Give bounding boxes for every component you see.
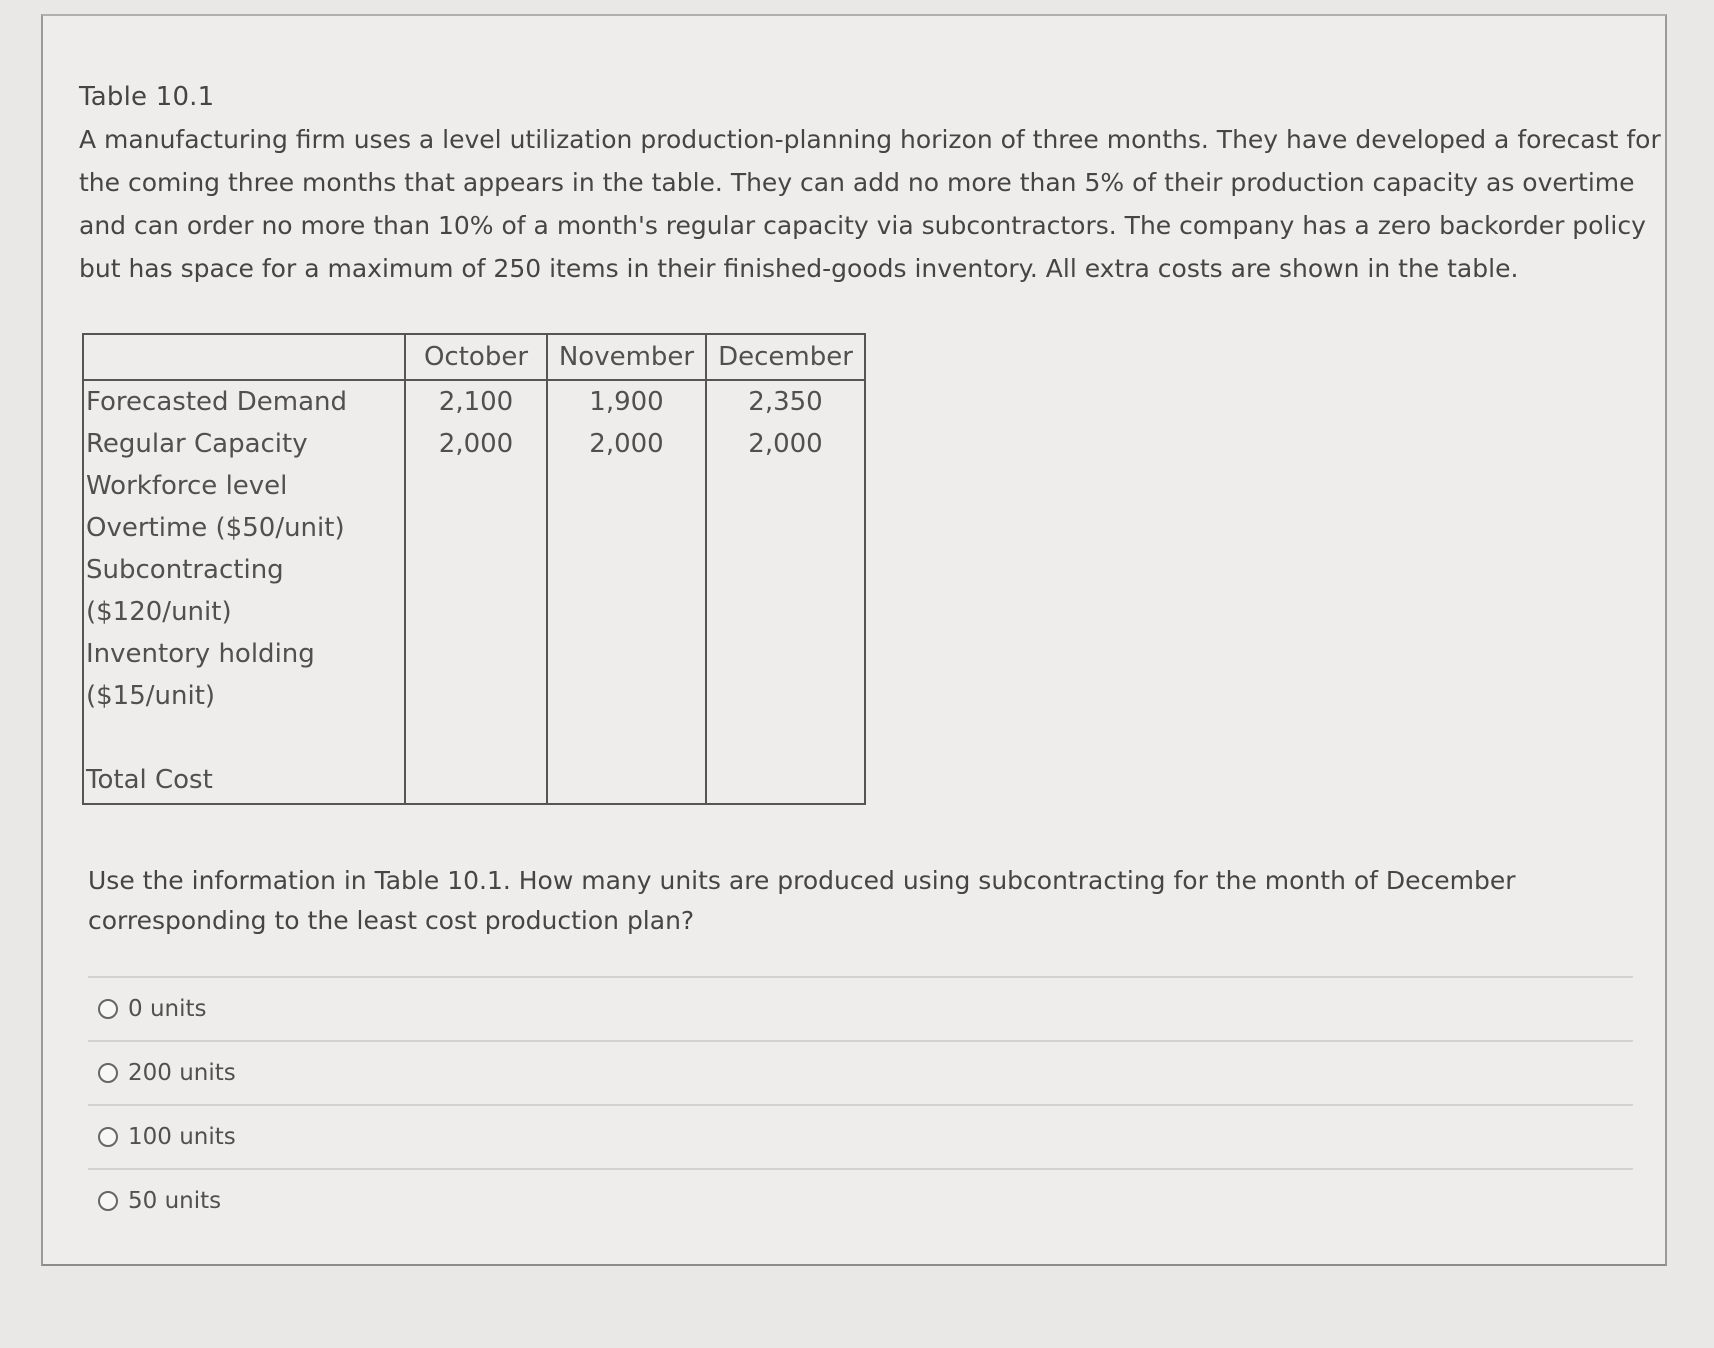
option-label: 200 units [128, 1060, 236, 1086]
table-row [83, 423, 865, 465]
cell-value: 2,000 [405, 423, 547, 465]
radio-button[interactable] [98, 999, 118, 1019]
radio-button[interactable] [98, 1127, 118, 1147]
table-row [83, 380, 865, 423]
table-row [83, 507, 865, 549]
cell-value [405, 759, 547, 804]
cell-value [706, 759, 865, 804]
answer-options [88, 976, 1678, 1232]
cell-value [547, 591, 706, 633]
cell-value [547, 465, 706, 507]
cell-value: 2,000 [547, 423, 706, 465]
table-header-row [83, 334, 865, 380]
option-label: 0 units [128, 996, 207, 1022]
table-title: Table 10.1 [79, 82, 215, 112]
table-row [83, 549, 865, 591]
option-label: 50 units [128, 1188, 222, 1214]
cell-value [547, 717, 706, 759]
answer-option[interactable] [88, 1106, 1678, 1168]
cell-value [547, 633, 706, 675]
cell-value: 1,900 [547, 380, 706, 423]
cell-value [405, 549, 547, 591]
cell-value [405, 717, 547, 759]
row-label: Total Cost [83, 759, 405, 804]
row-label: Workforce level [83, 465, 405, 507]
answer-option[interactable] [88, 1170, 1678, 1232]
row-label: ($15/unit) [83, 675, 405, 717]
cell-value [547, 675, 706, 717]
table-row [83, 633, 865, 675]
cell-value [706, 465, 865, 507]
header-blank-cell [83, 334, 405, 380]
cell-value [706, 633, 865, 675]
radio-button[interactable] [98, 1063, 118, 1083]
production-plan-table [82, 333, 866, 805]
answer-option[interactable] [88, 978, 1678, 1040]
table-row [83, 717, 865, 759]
question-text: Use the information in Table 10.1. How many units are produced using subcontracting for the month of December corresponding to the least cost production plan? [88, 866, 1516, 935]
header-november: November [547, 334, 706, 380]
radio-button[interactable] [98, 1191, 118, 1211]
row-label: ($120/unit) [83, 591, 405, 633]
option-label: 100 units [128, 1124, 236, 1150]
row-label: Inventory holding [83, 633, 405, 675]
cell-value [547, 507, 706, 549]
cell-value [405, 633, 547, 675]
row-label: Subcontracting [83, 549, 405, 591]
question-card [41, 14, 1667, 1266]
cell-value [547, 759, 706, 804]
cell-value [547, 549, 706, 591]
cell-value [706, 507, 865, 549]
answer-option[interactable] [88, 1042, 1678, 1104]
intro-paragraph: A manufacturing firm uses a level utilization production-planning horizon of three months. They have developed a forecast for the coming three months that appears in the table. They can add no more than 5% of their production capacity as overtime and can order no more than 10% of a month's regular capacity via subcontractors. The company has a zero backorder policy but has space for a maximum of 250 items in their finished-goods inventory. All extra costs are shown in the table. [79, 125, 1661, 283]
cell-value: 2,350 [706, 380, 865, 423]
row-label: Regular Capacity [83, 423, 405, 465]
table-row [83, 675, 865, 717]
cell-value [405, 507, 547, 549]
header-december: December [706, 334, 865, 380]
row-label [83, 717, 405, 759]
cell-value: 2,000 [706, 423, 865, 465]
cell-value: 2,100 [405, 380, 547, 423]
table-row-total [83, 759, 865, 804]
cell-value [405, 591, 547, 633]
row-label: Forecasted Demand [83, 380, 405, 423]
cell-value [706, 675, 865, 717]
row-label: Overtime ($50/unit) [83, 507, 405, 549]
cell-value [706, 591, 865, 633]
cell-value [706, 549, 865, 591]
header-october: October [405, 334, 547, 380]
table-row [83, 591, 865, 633]
cell-value [706, 717, 865, 759]
table-row [83, 465, 865, 507]
cell-value [405, 465, 547, 507]
cell-value [405, 675, 547, 717]
